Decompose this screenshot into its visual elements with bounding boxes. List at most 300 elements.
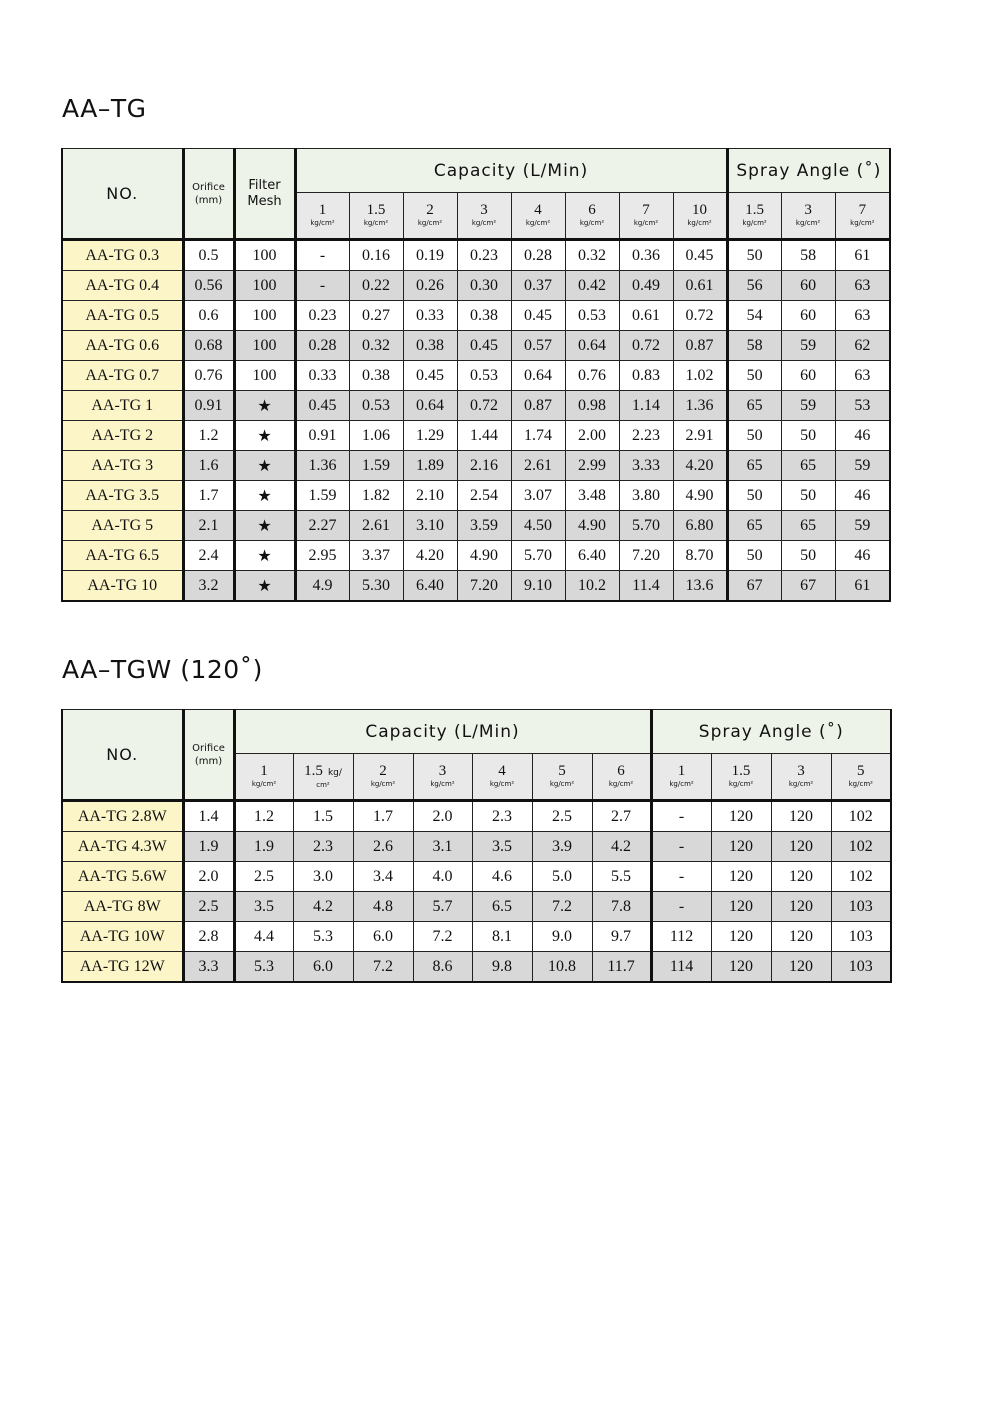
orifice-cell: 0.68: [183, 331, 234, 361]
spray-angle-group-header: Spray Angle (˚): [651, 710, 891, 754]
capacity-cell: 6.40: [565, 541, 619, 571]
capacity-cell: 9.10: [511, 571, 565, 602]
capacity-cell: 2.7: [592, 801, 651, 832]
spray-angle-cell: 120: [771, 801, 831, 832]
table-row: [62, 481, 890, 511]
model-cell: AA-TG 8W: [62, 892, 183, 922]
capacity-cell: 6.5: [472, 892, 532, 922]
table-row: [62, 801, 891, 832]
spray-angle-cell: 59: [781, 331, 835, 361]
capacity-pressure-header: [532, 754, 592, 801]
model-cell: AA-TG 0.6: [62, 331, 183, 361]
orifice-label: Orifice: [192, 742, 225, 754]
spray-angle-cell: 103: [831, 922, 891, 952]
pressure-value: 1: [318, 202, 327, 218]
capacity-cell: 0.72: [619, 331, 673, 361]
capacity-cell: 0.64: [403, 391, 457, 421]
capacity-cell: 0.87: [511, 391, 565, 421]
capacity-pressure-header: [457, 193, 511, 240]
model-cell: AA-TG 5.6W: [62, 862, 183, 892]
table-row: [62, 451, 890, 481]
capacity-cell: 0.91: [295, 421, 349, 451]
spray-angle-cell: 65: [727, 391, 781, 421]
pressure-unit: kg/cm²: [687, 219, 712, 227]
capacity-cell: 0.19: [403, 240, 457, 271]
orifice-cell: 0.91: [183, 391, 234, 421]
table-row: [62, 271, 890, 301]
capacity-cell: 2.6: [353, 832, 413, 862]
spray-angle-cell: 120: [711, 892, 771, 922]
model-cell: AA-TG 2.8W: [62, 801, 183, 832]
spray-angle-pressure-header: [781, 193, 835, 240]
capacity-cell: 0.45: [295, 391, 349, 421]
capacity-cell: 4.2: [293, 892, 353, 922]
pressure-value: 7: [642, 202, 650, 218]
spray-angle-pressure-header: [651, 754, 711, 801]
spray-angle-cell: 50: [727, 481, 781, 511]
capacity-cell: 2.0: [413, 801, 472, 832]
capacity-cell: 0.30: [457, 271, 511, 301]
pressure-value: 3: [797, 763, 805, 779]
pressure-unit: kg/cm²: [310, 219, 335, 227]
spray-angle-cell: 60: [781, 271, 835, 301]
capacity-pressure-header: [511, 193, 565, 240]
spray-angle-cell: 120: [711, 952, 771, 983]
pressure-value: 2: [379, 763, 387, 779]
spray-angle-cell: 102: [831, 801, 891, 832]
pressure-value: 1: [677, 763, 686, 779]
spray-angle-cell: 102: [831, 862, 891, 892]
spray-angle-cell: 46: [835, 421, 890, 451]
pressure-value: 7: [858, 202, 867, 218]
pressure-value: 3: [480, 202, 488, 218]
capacity-cell: 0.76: [565, 361, 619, 391]
column-header-no: NO.: [62, 710, 183, 801]
filter-mesh-cell: ★: [234, 571, 295, 602]
filter-mesh-cell: 100: [234, 240, 295, 271]
table-row: [62, 862, 891, 892]
capacity-cell: 0.22: [349, 271, 403, 301]
spray-angle-cell: 120: [711, 832, 771, 862]
capacity-cell: 0.23: [457, 240, 511, 271]
capacity-cell: 2.00: [565, 421, 619, 451]
capacity-cell: 1.7: [353, 801, 413, 832]
spray-angle-cell: 50: [781, 481, 835, 511]
pressure-value: 5: [558, 763, 566, 779]
spray-angle-cell: 120: [711, 801, 771, 832]
spray-angle-cell: 120: [711, 922, 771, 952]
table-row: [62, 571, 890, 602]
spray-angle-cell: 63: [835, 301, 890, 331]
capacity-cell: 3.07: [511, 481, 565, 511]
capacity-cell: 4.8: [353, 892, 413, 922]
pressure-unit: cm²: [316, 781, 330, 789]
pressure-unit: kg/cm²: [251, 780, 277, 788]
model-cell: AA-TG 2: [62, 421, 183, 451]
filter-mesh-cell: ★: [234, 451, 295, 481]
capacity-cell: 2.16: [457, 451, 511, 481]
capacity-cell: 0.53: [457, 361, 511, 391]
capacity-cell: 0.64: [565, 331, 619, 361]
capacity-cell: 4.90: [565, 511, 619, 541]
pressure-value: 3: [804, 202, 812, 218]
filter-mesh-cell: 100: [234, 361, 295, 391]
spray-angle-pressure-header: [771, 754, 831, 801]
spray-angle-cell: 59: [835, 451, 890, 481]
capacity-cell: 0.72: [457, 391, 511, 421]
spray-angle-cell: 50: [781, 541, 835, 571]
capacity-cell: 0.38: [457, 301, 511, 331]
capacity-cell: 0.53: [565, 301, 619, 331]
capacity-cell: 5.3: [234, 952, 293, 983]
column-header-orifice: [183, 149, 234, 240]
orifice-cell: 3.2: [183, 571, 234, 602]
table-row: [62, 331, 890, 361]
orifice-cell: 0.76: [183, 361, 234, 391]
capacity-cell: 3.0: [293, 862, 353, 892]
pressure-value: 5: [857, 763, 865, 779]
capacity-cell: 3.4: [353, 862, 413, 892]
pressure-unit: kg/cm²: [489, 780, 515, 788]
capacity-cell: 5.30: [349, 571, 403, 602]
model-cell: AA-TG 3: [62, 451, 183, 481]
pressure-value: 1.5: [366, 202, 386, 218]
spray-angle-cell: 112: [651, 922, 711, 952]
capacity-cell: 2.61: [511, 451, 565, 481]
orifice-cell: 0.56: [183, 271, 234, 301]
capacity-cell: 1.74: [511, 421, 565, 451]
spray-angle-cell: -: [651, 801, 711, 832]
capacity-cell: 1.5: [293, 801, 353, 832]
capacity-cell: 0.36: [619, 240, 673, 271]
table2-title: AA–TGW (120˚): [62, 655, 263, 684]
capacity-cell: 7.20: [619, 541, 673, 571]
capacity-pressure-header: [472, 754, 532, 801]
orifice-cell: 1.9: [183, 832, 234, 862]
orifice-unit: (mm): [194, 194, 223, 206]
spray-angle-cell: 46: [835, 481, 890, 511]
capacity-cell: 9.7: [592, 922, 651, 952]
capacity-cell: 4.4: [234, 922, 293, 952]
capacity-cell: 0.61: [619, 301, 673, 331]
table1-title: AA–TG: [62, 94, 147, 123]
capacity-cell: -: [295, 271, 349, 301]
model-cell: AA-TG 1: [62, 391, 183, 421]
pressure-unit: kg/cm²: [525, 219, 551, 227]
capacity-cell: 5.0: [532, 862, 592, 892]
spray-angle-cell: 103: [831, 952, 891, 983]
table-row: [62, 892, 891, 922]
spray-angle-cell: -: [651, 892, 711, 922]
column-header-filter-mesh: [234, 149, 295, 240]
spray-angle-cell: 61: [835, 240, 890, 271]
capacity-cell: 0.16: [349, 240, 403, 271]
capacity-cell: 3.48: [565, 481, 619, 511]
pressure-value: 4: [534, 202, 542, 218]
capacity-cell: 6.0: [353, 922, 413, 952]
capacity-cell: 6.40: [403, 571, 457, 602]
orifice-cell: 0.5: [183, 240, 234, 271]
capacity-cell: 1.29: [403, 421, 457, 451]
pressure-unit: kg/cm²: [669, 780, 694, 788]
capacity-cell: 8.6: [413, 952, 472, 983]
pressure-unit: kg/cm²: [850, 219, 875, 227]
pressure-value: 3: [438, 763, 447, 779]
capacity-cell: 7.20: [457, 571, 511, 602]
capacity-cell: 3.37: [349, 541, 403, 571]
capacity-cell: 1.9: [234, 832, 293, 862]
capacity-cell: 0.37: [511, 271, 565, 301]
spray-angle-cell: 120: [771, 832, 831, 862]
table-row: [62, 421, 890, 451]
filter-mesh-cell: 100: [234, 271, 295, 301]
capacity-cell: 1.59: [295, 481, 349, 511]
spray-angle-cell: 65: [781, 451, 835, 481]
pressure-value: 1.5: [745, 202, 764, 218]
pressure-unit: kg/cm²: [471, 219, 497, 227]
spray-angle-cell: 58: [727, 331, 781, 361]
capacity-cell: 1.36: [673, 391, 727, 421]
model-cell: AA-TG 3.5: [62, 481, 183, 511]
spray-angle-cell: -: [651, 832, 711, 862]
table-row: [62, 361, 890, 391]
table-row: [62, 511, 890, 541]
capacity-cell: 3.59: [457, 511, 511, 541]
spray-angle-cell: 67: [727, 571, 781, 602]
capacity-cell: 8.1: [472, 922, 532, 952]
pressure-unit: kg/cm²: [795, 219, 821, 227]
pressure-value: 1: [260, 763, 268, 779]
capacity-cell: 1.06: [349, 421, 403, 451]
capacity-cell: 0.98: [565, 391, 619, 421]
capacity-cell: 7.8: [592, 892, 651, 922]
model-cell: AA-TG 4.3W: [62, 832, 183, 862]
spray-angle-cell: 67: [781, 571, 835, 602]
capacity-cell: 0.45: [403, 361, 457, 391]
capacity-cell: 3.5: [234, 892, 293, 922]
table-row: [62, 922, 891, 952]
spray-angle-cell: 63: [835, 271, 890, 301]
capacity-cell: 0.45: [673, 240, 727, 271]
spray-angle-pressure-header: [727, 193, 781, 240]
capacity-cell: 1.44: [457, 421, 511, 451]
capacity-cell: 11.7: [592, 952, 651, 983]
orifice-cell: 1.4: [183, 801, 234, 832]
aa-tg-spec-table: [61, 148, 891, 602]
orifice-cell: 2.1: [183, 511, 234, 541]
capacity-cell: 0.32: [349, 331, 403, 361]
pressure-unit: kg/cm²: [579, 219, 605, 227]
capacity-cell: 1.82: [349, 481, 403, 511]
orifice-cell: 2.8: [183, 922, 234, 952]
spray-angle-cell: 120: [711, 862, 771, 892]
capacity-cell: 13.6: [673, 571, 727, 602]
filter-mesh-cell: 100: [234, 331, 295, 361]
spray-angle-cell: 59: [781, 391, 835, 421]
capacity-cell: 2.61: [349, 511, 403, 541]
spray-angle-cell: 120: [771, 922, 831, 952]
aa-tgw-spec-table: [61, 709, 892, 983]
capacity-cell: -: [295, 240, 349, 271]
capacity-cell: 0.28: [511, 240, 565, 271]
model-cell: AA-TG 0.5: [62, 301, 183, 331]
spray-angle-cell: 50: [727, 541, 781, 571]
spray-angle-cell: 50: [727, 240, 781, 271]
capacity-cell: 0.57: [511, 331, 565, 361]
spray-angle-pressure-header: [711, 754, 771, 801]
capacity-cell: 7.2: [532, 892, 592, 922]
model-cell: AA-TG 0.3: [62, 240, 183, 271]
spray-angle-cell: 114: [651, 952, 711, 983]
capacity-cell: 3.80: [619, 481, 673, 511]
capacity-cell: 11.4: [619, 571, 673, 602]
spray-angle-cell: 62: [835, 331, 890, 361]
filter-mesh-cell: ★: [234, 391, 295, 421]
capacity-cell: 0.42: [565, 271, 619, 301]
capacity-cell: 5.70: [619, 511, 673, 541]
spray-angle-cell: 120: [771, 892, 831, 922]
spray-angle-cell: 61: [835, 571, 890, 602]
spray-angle-cell: 103: [831, 892, 891, 922]
table-row: [62, 391, 890, 421]
capacity-cell: 4.2: [592, 832, 651, 862]
capacity-cell: 0.27: [349, 301, 403, 331]
table-row: [62, 952, 891, 983]
model-cell: AA-TG 6.5: [62, 541, 183, 571]
pressure-value: 6: [588, 202, 596, 218]
filter-mesh-cell: ★: [234, 541, 295, 571]
orifice-cell: 2.5: [183, 892, 234, 922]
pressure-value: 6: [617, 763, 625, 779]
spray-angle-cell: 50: [727, 421, 781, 451]
mesh-label: Mesh: [247, 193, 282, 209]
orifice-cell: 2.0: [183, 862, 234, 892]
pressure-value: 10: [692, 202, 708, 218]
capacity-cell: 6.0: [293, 952, 353, 983]
capacity-cell: 1.14: [619, 391, 673, 421]
spray-angle-cell: 58: [781, 240, 835, 271]
table-row: [62, 832, 891, 862]
capacity-pressure-header: [353, 754, 413, 801]
capacity-cell: 3.10: [403, 511, 457, 541]
spray-angle-cell: 60: [781, 301, 835, 331]
capacity-cell: 2.27: [295, 511, 349, 541]
capacity-cell: 5.7: [413, 892, 472, 922]
pressure-unit: kg/cm²: [370, 780, 396, 788]
spray-angle-cell: 65: [727, 451, 781, 481]
capacity-cell: 5.3: [293, 922, 353, 952]
pressure-value: 2: [426, 202, 434, 218]
capacity-group-header: Capacity (L/Min): [295, 149, 727, 193]
pressure-unit: kg/cm²: [430, 780, 455, 788]
capacity-cell: 1.36: [295, 451, 349, 481]
spray-angle-cell: 102: [831, 832, 891, 862]
table-row: [62, 301, 890, 331]
capacity-cell: 1.59: [349, 451, 403, 481]
capacity-cell: 2.95: [295, 541, 349, 571]
capacity-cell: 0.64: [511, 361, 565, 391]
capacity-cell: 0.72: [673, 301, 727, 331]
pressure-unit: kg/cm²: [633, 219, 659, 227]
capacity-cell: 2.5: [532, 801, 592, 832]
capacity-cell: 1.89: [403, 451, 457, 481]
capacity-pressure-header: [413, 754, 472, 801]
capacity-cell: 7.2: [353, 952, 413, 983]
capacity-pressure-header: [592, 754, 651, 801]
pressure-value: 4: [498, 763, 506, 779]
capacity-cell: 0.33: [403, 301, 457, 331]
capacity-cell: 4.90: [457, 541, 511, 571]
filter-mesh-cell: ★: [234, 511, 295, 541]
model-cell: AA-TG 0.4: [62, 271, 183, 301]
pressure-unit: kg/cm²: [363, 219, 389, 227]
spray-angle-cell: 59: [835, 511, 890, 541]
column-header-no: NO.: [62, 149, 183, 240]
capacity-pressure-header: [619, 193, 673, 240]
capacity-cell: 0.38: [403, 331, 457, 361]
capacity-cell: 2.10: [403, 481, 457, 511]
capacity-cell: 9.8: [472, 952, 532, 983]
capacity-cell: 2.91: [673, 421, 727, 451]
capacity-cell: 10.8: [532, 952, 592, 983]
capacity-pressure-header: [293, 754, 353, 801]
orifice-cell: 1.6: [183, 451, 234, 481]
capacity-cell: 2.5: [234, 862, 293, 892]
capacity-cell: 4.20: [403, 541, 457, 571]
pressure-unit: kg/cm²: [728, 780, 754, 788]
model-cell: AA-TG 10W: [62, 922, 183, 952]
capacity-cell: 0.53: [349, 391, 403, 421]
capacity-cell: 3.5: [472, 832, 532, 862]
capacity-cell: 0.38: [349, 361, 403, 391]
capacity-cell: 10.2: [565, 571, 619, 602]
capacity-cell: 0.23: [295, 301, 349, 331]
model-cell: AA-TG 0.7: [62, 361, 183, 391]
capacity-cell: 2.3: [472, 801, 532, 832]
spray-angle-pressure-header: [835, 193, 890, 240]
capacity-pressure-header: [673, 193, 727, 240]
column-header-orifice: [183, 710, 234, 801]
capacity-pressure-header: [565, 193, 619, 240]
pressure-unit: kg/cm²: [549, 780, 575, 788]
capacity-cell: 9.0: [532, 922, 592, 952]
capacity-cell: 3.1: [413, 832, 472, 862]
capacity-cell: 5.5: [592, 862, 651, 892]
spray-angle-cell: 65: [727, 511, 781, 541]
orifice-cell: 2.4: [183, 541, 234, 571]
spray-angle-cell: 120: [771, 952, 831, 983]
capacity-cell: 4.50: [511, 511, 565, 541]
spray-angle-pressure-header: [831, 754, 891, 801]
capacity-group-header: Capacity (L/Min): [234, 710, 651, 754]
capacity-cell: 0.49: [619, 271, 673, 301]
capacity-cell: 7.2: [413, 922, 472, 952]
spray-angle-cell: 56: [727, 271, 781, 301]
capacity-cell: 0.61: [673, 271, 727, 301]
table-row: [62, 541, 890, 571]
spray-angle-cell: 65: [781, 511, 835, 541]
capacity-cell: 1.2: [234, 801, 293, 832]
filter-mesh-cell: 100: [234, 301, 295, 331]
capacity-cell: 4.20: [673, 451, 727, 481]
pressure-unit: kg/: [327, 768, 342, 778]
spray-angle-cell: 63: [835, 361, 890, 391]
spray-angle-cell: 53: [835, 391, 890, 421]
model-cell: AA-TG 10: [62, 571, 183, 602]
pressure-unit: kg/cm²: [788, 780, 814, 788]
pressure-value: 1.5: [304, 763, 323, 779]
filter-label: Filter: [248, 177, 281, 193]
